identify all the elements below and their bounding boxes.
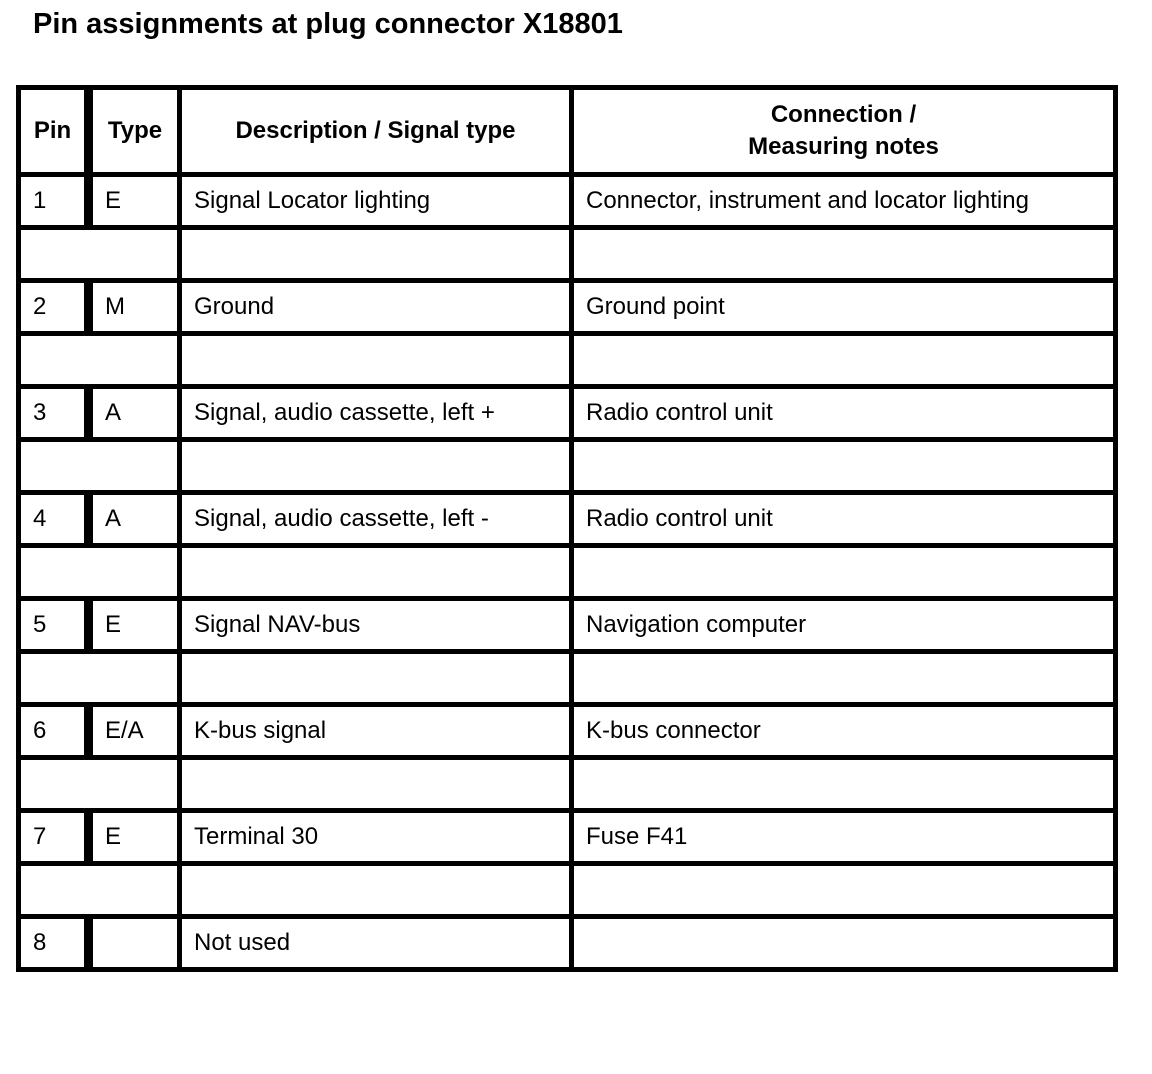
table-row — [19, 599, 1116, 652]
pin-cell: 2 — [19, 281, 89, 334]
connection-cell: Connector, instrument and locator lighting — [572, 175, 1116, 228]
spacer-row — [19, 334, 1116, 387]
empty-cell — [19, 334, 180, 387]
column-header-connection-line1: Connection / — [770, 101, 917, 128]
empty-cell — [19, 864, 180, 917]
pin-assignment-table — [16, 85, 1118, 972]
description-cell: Signal, audio cassette, left + — [180, 387, 572, 440]
column-header-pin: Pin — [19, 88, 89, 175]
spacer-row — [19, 758, 1116, 811]
pin-cell: 1 — [19, 175, 89, 228]
type-cell: E — [89, 599, 180, 652]
empty-cell — [572, 652, 1116, 705]
type-cell: E — [89, 175, 180, 228]
connection-cell — [572, 917, 1116, 970]
connection-cell: Fuse F41 — [572, 811, 1116, 864]
table-row — [19, 493, 1116, 546]
pin-cell: 3 — [19, 387, 89, 440]
empty-cell — [572, 440, 1116, 493]
description-cell: Not used — [180, 917, 572, 970]
empty-cell — [180, 546, 572, 599]
table-row — [19, 705, 1116, 758]
spacer-row — [19, 440, 1116, 493]
table-row — [19, 175, 1116, 228]
empty-cell — [572, 758, 1116, 811]
column-header-connection — [572, 88, 1116, 175]
description-cell: Ground — [180, 281, 572, 334]
spacer-row — [19, 546, 1116, 599]
description-cell: Signal NAV-bus — [180, 599, 572, 652]
table-row — [19, 917, 1116, 970]
pin-cell: 8 — [19, 917, 89, 970]
pin-cell: 6 — [19, 705, 89, 758]
empty-cell — [180, 864, 572, 917]
table-row — [19, 281, 1116, 334]
empty-cell — [180, 334, 572, 387]
spacer-row — [19, 864, 1116, 917]
column-header-connection-line2: Measuring notes — [748, 133, 939, 160]
description-cell: K-bus signal — [180, 705, 572, 758]
type-cell: A — [89, 493, 180, 546]
type-cell: A — [89, 387, 180, 440]
type-cell — [89, 917, 180, 970]
table-row — [19, 387, 1116, 440]
empty-cell — [19, 758, 180, 811]
spacer-row — [19, 228, 1116, 281]
description-cell: Signal Locator lighting — [180, 175, 572, 228]
empty-cell — [180, 758, 572, 811]
empty-cell — [572, 864, 1116, 917]
type-cell: E — [89, 811, 180, 864]
connection-cell: K-bus connector — [572, 705, 1116, 758]
empty-cell — [572, 334, 1116, 387]
empty-cell — [19, 652, 180, 705]
empty-cell — [180, 228, 572, 281]
empty-cell — [19, 440, 180, 493]
page-title: Pin assignments at plug connector X18801 — [33, 8, 623, 40]
description-cell: Terminal 30 — [180, 811, 572, 864]
connection-cell: Navigation computer — [572, 599, 1116, 652]
table-row — [19, 811, 1116, 864]
type-cell: E/A — [89, 705, 180, 758]
table-header-row — [19, 88, 1116, 175]
spacer-row — [19, 652, 1116, 705]
empty-cell — [572, 546, 1116, 599]
type-cell: M — [89, 281, 180, 334]
connection-cell: Ground point — [572, 281, 1116, 334]
empty-cell — [180, 440, 572, 493]
pin-cell: 7 — [19, 811, 89, 864]
pin-cell: 5 — [19, 599, 89, 652]
pin-cell: 4 — [19, 493, 89, 546]
empty-cell — [19, 546, 180, 599]
empty-cell — [180, 652, 572, 705]
description-cell: Signal, audio cassette, left - — [180, 493, 572, 546]
column-header-type: Type — [89, 88, 180, 175]
column-header-description: Description / Signal type — [180, 88, 572, 175]
empty-cell — [19, 228, 180, 281]
connection-cell: Radio control unit — [572, 387, 1116, 440]
empty-cell — [572, 228, 1116, 281]
connection-cell: Radio control unit — [572, 493, 1116, 546]
